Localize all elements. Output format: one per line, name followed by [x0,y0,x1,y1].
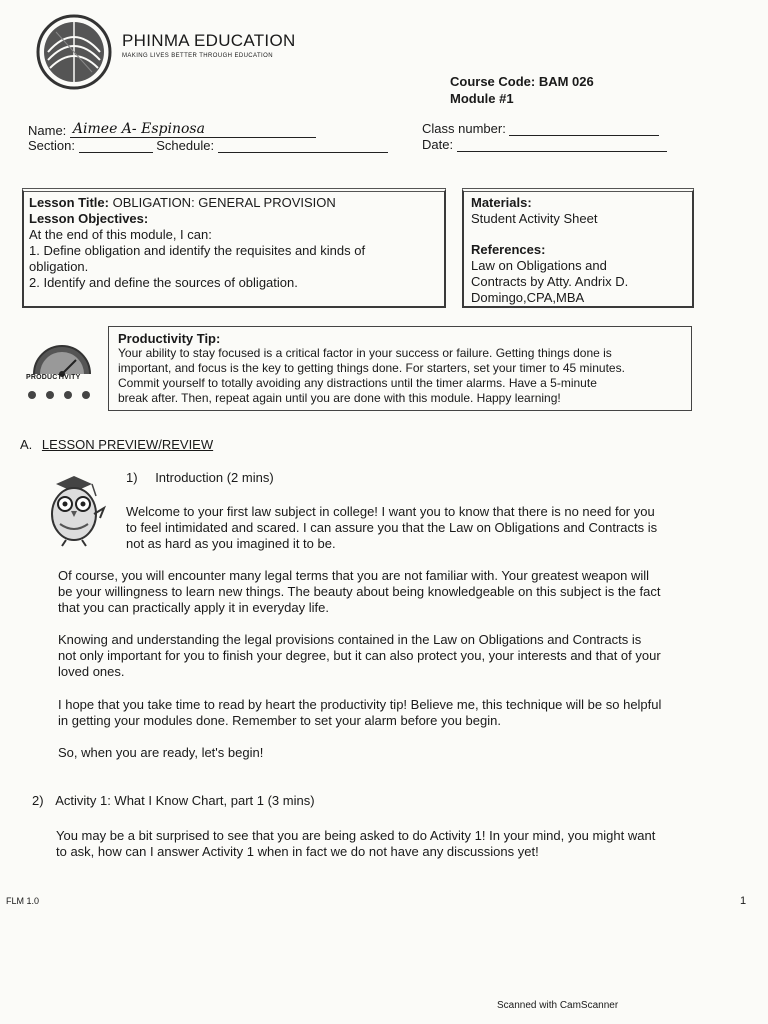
schedule-label: Schedule: [156,138,215,153]
paragraph-6 [56,828,655,860]
item1-number: 1) [126,470,138,485]
p2-line1: Of course, you will encounter many legal terms that you are not familiar with. Your greatest weapon will [58,568,650,583]
phinma-logo [34,12,114,92]
materials-value: Student Activity Sheet [471,211,598,226]
section-row [28,138,388,153]
objectives-label: Lesson Objectives: [29,211,149,226]
brand-tagline: MAKING LIVES BETTER THROUGH EDUCATION [122,53,273,59]
p3-line3: loved ones. [58,664,125,679]
objective-1b: obligation. [29,259,89,274]
name-value: Aimee A- Espinosa [72,121,205,137]
paragraph-4 [58,697,661,729]
lesson-title-line [29,195,439,211]
page-number: 1 [740,895,747,907]
date-label: Date: [422,137,454,152]
p4-line2: in getting your modules done. Remember to set your alarm before you begin. [58,713,501,728]
p3-line2: not only important for you to finish your degree, but it can also protect you, your interests and that of your [58,648,661,663]
footer-code: FLM 1.0 [6,896,40,906]
item1-heading [126,470,274,486]
productivity-tip-title: Productivity Tip: [118,331,221,346]
intro-line1: Welcome to your first law subject in college! I want you to know that there is no need for you [126,504,655,519]
section-label: Section: [28,138,75,153]
item2-number: 2) [32,793,44,808]
course-header [450,73,594,107]
productivity-tip-line4: break after. Then, repeat again until you are done with this module. Happy learning! [118,391,561,405]
objectives-intro: At the end of this module, I can: [29,227,212,242]
materials-box [462,188,694,308]
course-code: Course Code: BAM 026 [450,74,594,89]
class-number-label: Class number: [422,121,506,136]
productivity-icon-label: PRODUCTIVITY [26,374,81,381]
lesson-box [22,188,446,308]
brand-name: PHINMA EDUCATION [122,31,296,50]
intro-paragraph [126,504,657,552]
class-number-row [422,121,659,136]
references-line-2: Contracts by Atty. Andrix D. [471,274,629,289]
references-line-3: Domingo,CPA,MBA [471,290,585,305]
paragraph-5: So, when you are ready, let's begin! [58,745,264,760]
p6-line2: to ask, how can I answer Activity 1 when in fact we do not have any discussions yet! [56,844,539,859]
objective-2: 2. Identify and define the sources of obligation. [29,275,298,290]
lesson-title-value: OBLIGATION: GENERAL PROVISION [112,195,336,210]
p3-line1: Knowing and understanding the legal provisions contained in the Law on Obligations and Contracts is [58,632,642,647]
item2-heading [32,793,315,809]
date-field[interactable] [457,137,667,152]
item1-title: Introduction (2 mins) [155,470,274,485]
productivity-tip-line3: Commit yourself to totally avoiding any distractions until the timer alarms. Have a 5-minute [118,376,597,390]
name-row [28,123,316,138]
productivity-tip-line2: important, and focus is the key to getting things done. For starters, set your timer to 45 minutes. [118,361,625,375]
schedule-field[interactable] [218,138,388,153]
section-a-title: LESSON PREVIEW/REVIEW [41,437,214,452]
materials-label: Materials: [471,195,532,210]
p4-line1: I hope that you take time to read by heart the productivity tip! Believe me, this technique will be so helpful [58,697,662,712]
owl-illustration [34,470,114,550]
productivity-tip-box [108,326,692,411]
objective-1a: 1. Define obligation and identify the requisites and kinds of [29,243,366,258]
p2-line3: that you can practically apply it in everyday life. [58,600,329,615]
section-field[interactable] [79,138,153,153]
paragraph-3 [58,632,661,680]
item2-title: Activity 1: What I Know Chart, part 1 (3 mins) [55,793,315,808]
name-label: Name: [28,123,67,138]
references-label: References: [471,242,546,257]
date-row [422,137,667,152]
lesson-title-label: Lesson Title: [29,195,109,210]
productivity-icon [24,342,100,402]
p6-line1: You may be a bit surprised to see that you are being asked to do Activity 1! In your mind, you might want [56,828,656,843]
scanner-watermark: Scanned with CamScanner [497,1000,619,1011]
module-number: Module #1 [450,91,514,106]
section-a-heading [20,437,213,452]
references-line-1: Law on Obligations and [471,258,607,273]
productivity-tip-line1: Your ability to stay focused is a critical factor in your success or failure. Getting things done is [118,346,612,360]
intro-line2: to feel intimidated and scared. I can assure you that the Law on Obligations and Contracts is [126,520,658,535]
intro-line3: not as hard as you imagined it to be. [126,536,336,551]
name-field[interactable] [70,123,316,138]
section-a-letter: A. [20,437,33,452]
paragraph-2 [58,568,660,616]
p2-line2: be your willingness to learn new things. The beauty about being knowledgeable on this subject is the fact [58,584,661,599]
class-number-field[interactable] [509,121,659,136]
